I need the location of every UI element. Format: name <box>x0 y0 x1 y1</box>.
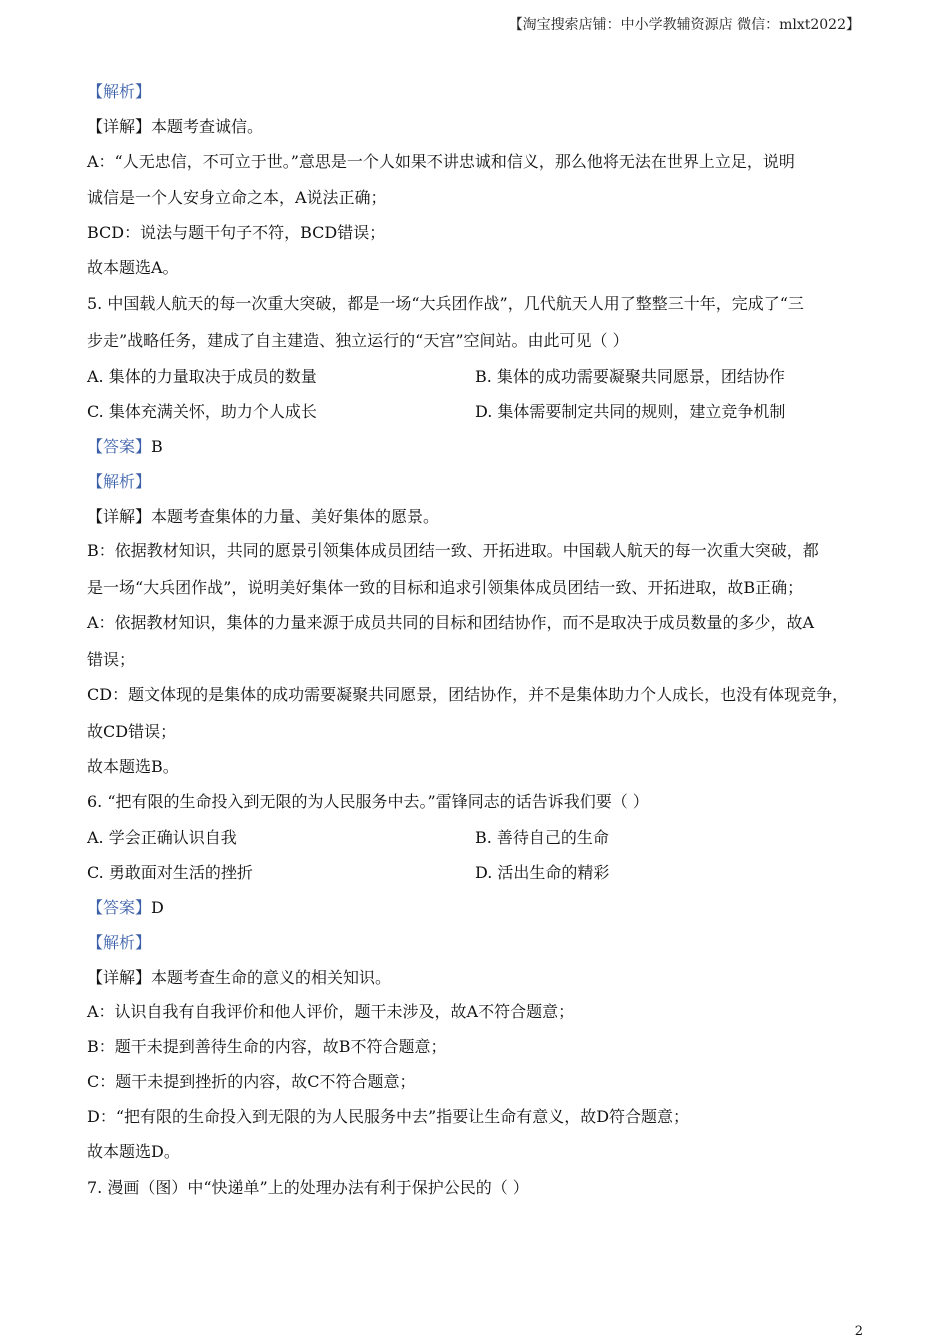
option-d: D. 集体需要制定共同的规则，建立竞争机制 <box>475 402 786 421</box>
analysis-text: B：题干未提到善待生命的内容，故B不符合题意； <box>87 1037 447 1056</box>
option-d: D. 活出生命的精彩 <box>475 863 610 882</box>
question-stem: 7. 漫画（图）中“快递单”上的处理办法有利于保护公民的（ ） <box>87 1178 529 1197</box>
analysis-text: CD：题文体现的是集体的成功需要凝聚共同愿景，团结协作，并不是集体助力个人成长，也没有体现竞争， <box>87 685 849 704</box>
analysis-text: D：“把有限的生命投入到无限的为人民服务中去”指要让生命有意义，故D符合题意； <box>87 1107 690 1126</box>
option-a: A. 学会正确认识自我 <box>87 828 237 847</box>
analysis-text: 错误； <box>87 650 136 669</box>
option-a: A. 集体的力量取决于成员的数量 <box>87 367 317 386</box>
answer-label: 【答案】 <box>87 898 152 917</box>
page-header: 【淘宝搜索店铺：中小学教辅资源店 微信：mlxt2022】 <box>508 17 860 33</box>
analysis-label: 【解析】 <box>87 82 152 101</box>
analysis-label: 【解析】 <box>87 933 152 952</box>
analysis-text: A：“人无忠信，不可立于世。”意思是一个人如果不讲忠诚和信义，那么他将无法在世界上立足，说明 <box>87 152 795 171</box>
analysis-text: B：依据教材知识，共同的愿景引领集体成员团结一致、开拓进取。中国载人航天的每一次重大突破，都 <box>87 541 819 560</box>
question-stem: 5. 中国载人航天的每一次重大突破，都是一场“大兵团作战”，几代航天人用了整整三十年，完成了“三 <box>87 294 804 313</box>
detail-line: 【详解】本题考查诚信。 <box>87 117 264 136</box>
answer-value: D <box>151 898 164 917</box>
question-stem: 步走”战略任务，建成了自主建造、独立运行的“天宫”空间站。由此可见（ ） <box>87 331 629 350</box>
page-number: 2 <box>854 1324 863 1339</box>
analysis-text: BCD：说法与题干句子不符，BCD错误； <box>87 223 386 242</box>
answer-line <box>87 437 163 457</box>
analysis-text: 故CD错误； <box>87 722 177 741</box>
analysis-text: C：题干未提到挫折的内容，故C不符合题意； <box>87 1072 416 1091</box>
option-c: C. 集体充满关怀，助力个人成长 <box>87 402 317 421</box>
option-c: C. 勇敢面对生活的挫折 <box>87 863 253 882</box>
option-b: B. 善待自己的生命 <box>475 828 609 847</box>
answer-label: 【答案】 <box>87 437 152 456</box>
answer-line <box>87 898 164 918</box>
conclusion: 故本题选D。 <box>87 1142 180 1161</box>
conclusion: 故本题选A。 <box>87 258 179 277</box>
analysis-text: 是一场“大兵团作战”，说明美好集体一致的目标和追求引领集体成员团结一致、开拓进取，故B正确； <box>87 578 804 597</box>
analysis-text: 诚信是一个人安身立命之本，A说法正确； <box>87 188 387 207</box>
answer-value: B <box>151 437 163 456</box>
detail-line: 【详解】本题考查集体的力量、美好集体的愿景。 <box>87 507 440 526</box>
detail-line: 【详解】本题考查生命的意义的相关知识。 <box>87 968 392 987</box>
question-stem: 6. “把有限的生命投入到无限的为人民服务中去。”雷锋同志的话告诉我们要（ ） <box>87 792 649 811</box>
conclusion: 故本题选B。 <box>87 757 179 776</box>
option-b: B. 集体的成功需要凝聚共同愿景，团结协作 <box>475 367 785 386</box>
analysis-text: A：认识自我有自我评价和他人评价，题干未涉及，故A不符合题意； <box>87 1002 575 1021</box>
analysis-label: 【解析】 <box>87 472 152 491</box>
analysis-text: A：依据教材知识，集体的力量来源于成员共同的目标和团结协作，而不是取决于成员数量的多少，故A <box>87 613 815 632</box>
